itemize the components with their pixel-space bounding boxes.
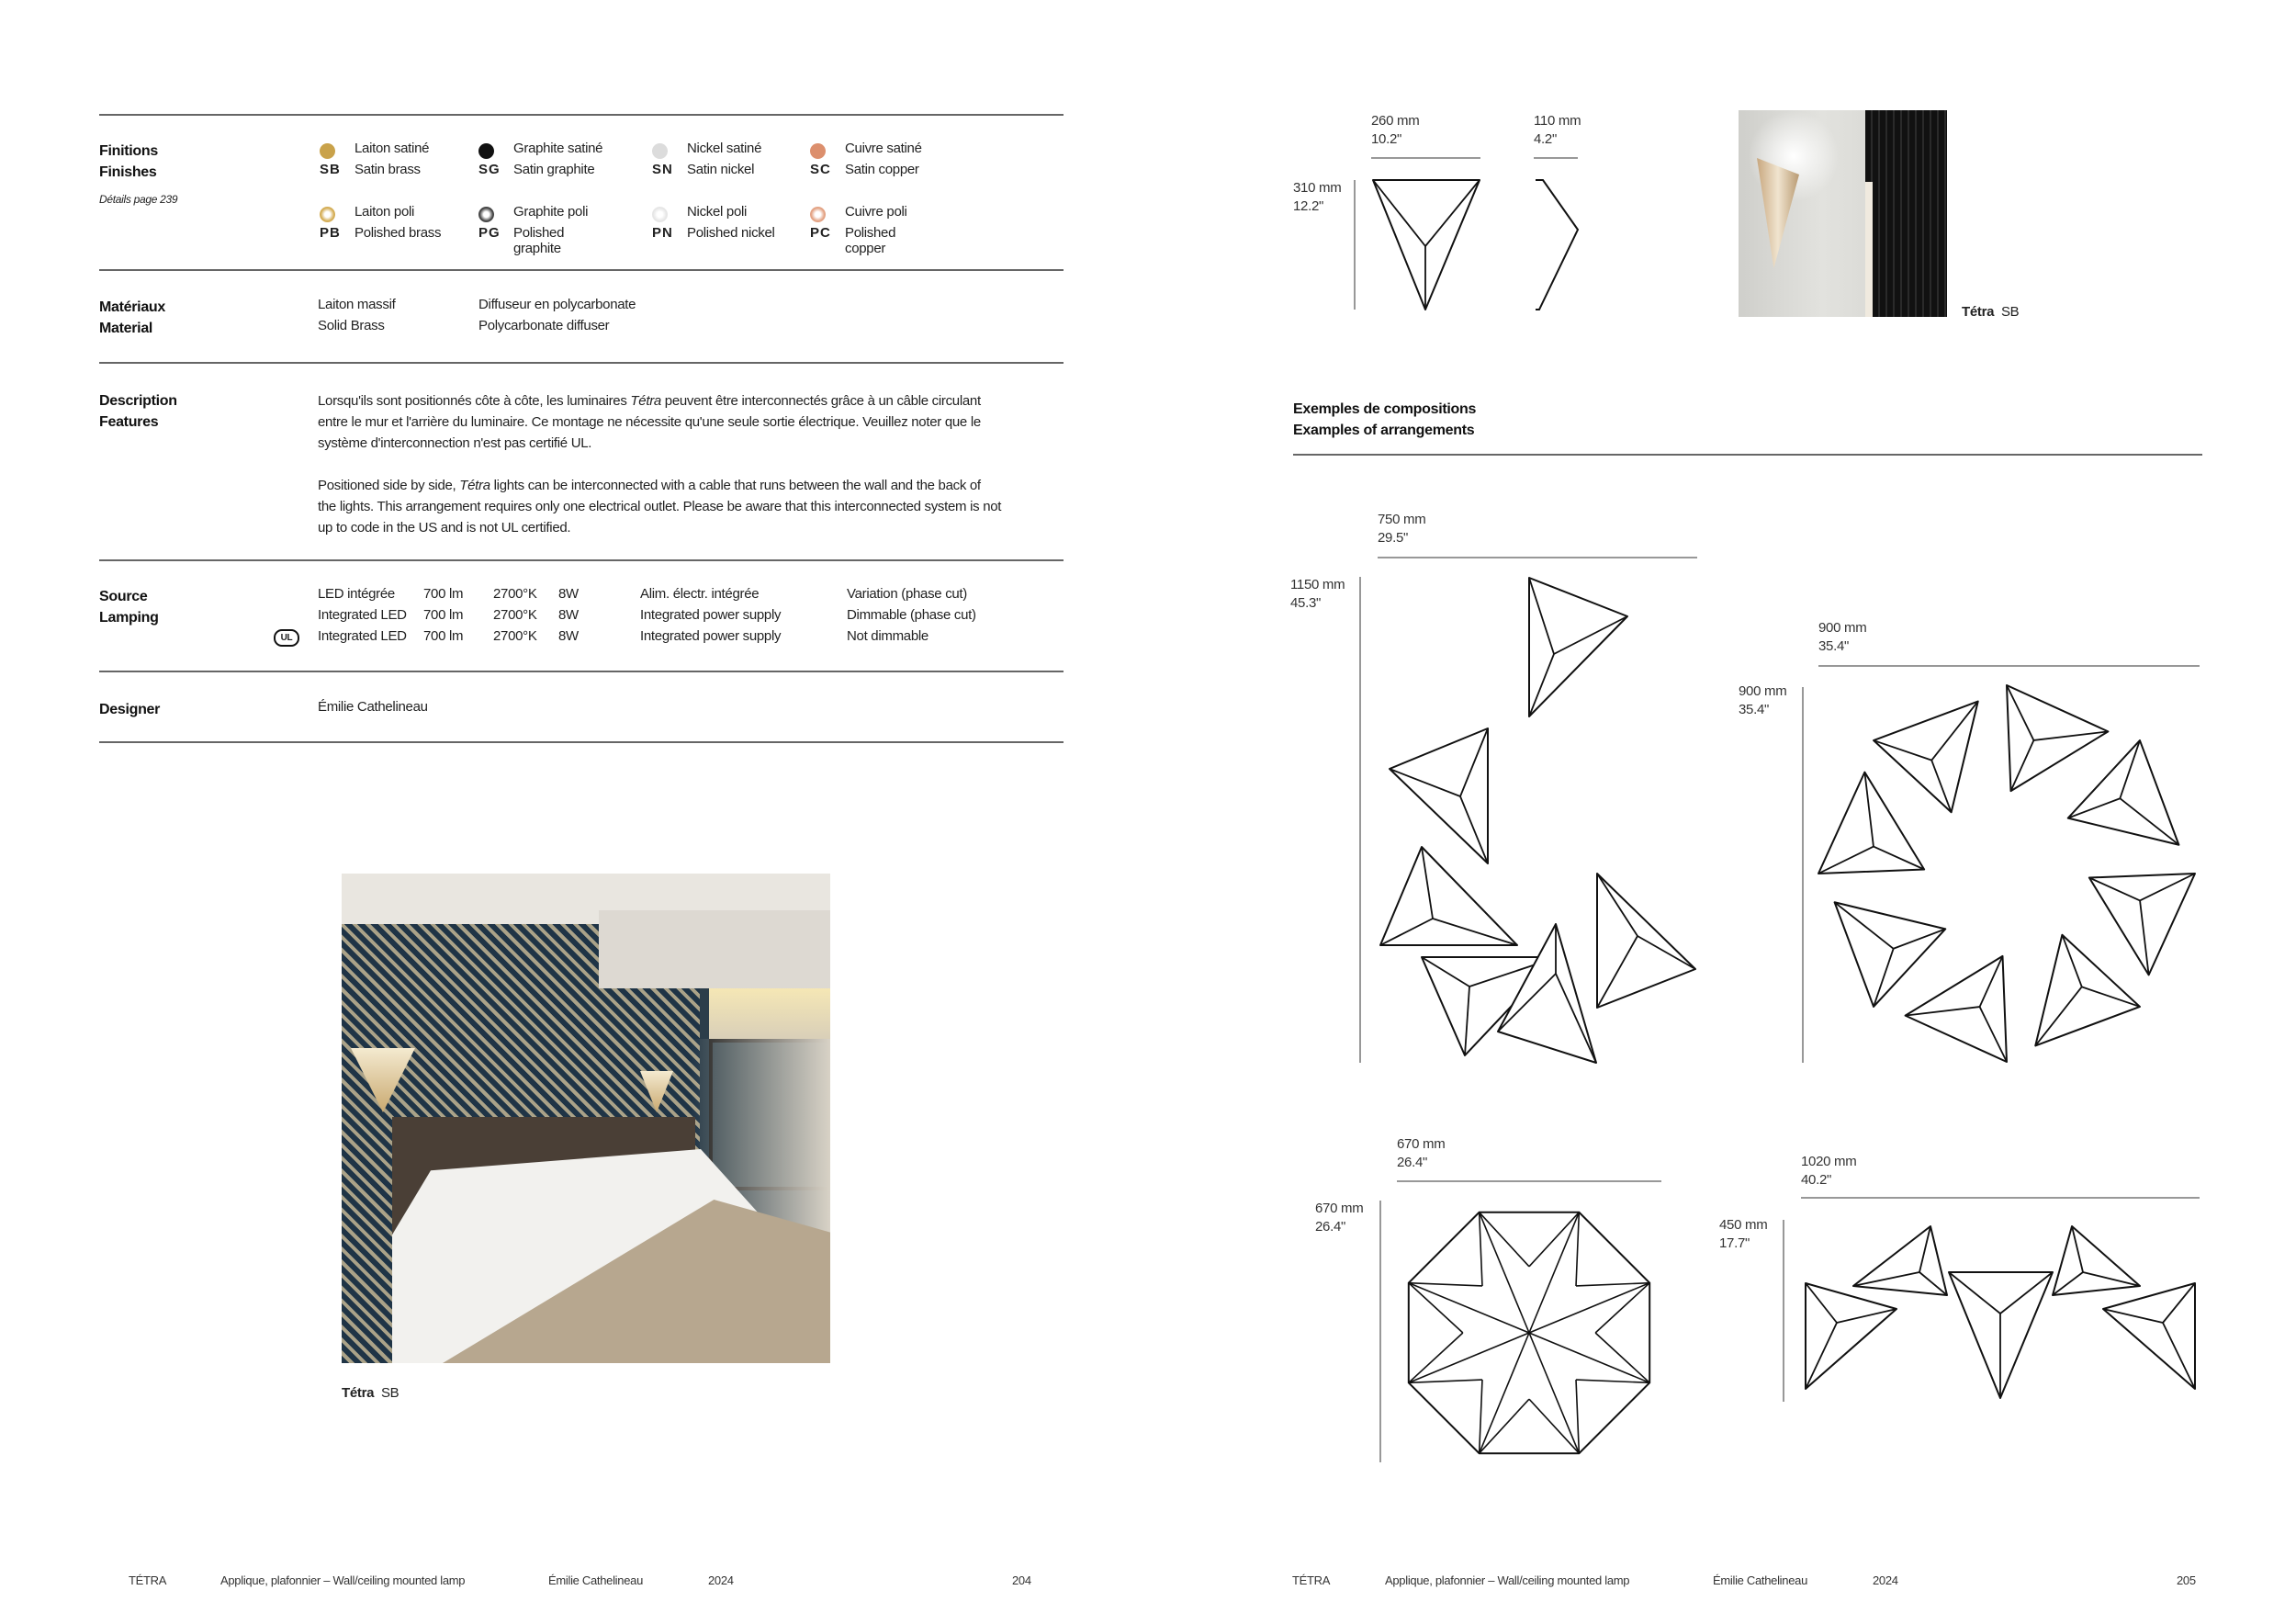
description-en: Positioned side by side, Tétra lights can be interconnected with a cable that runs between the wall and the back of the lights. This arrangement requires only one electrical outlet. Please be aware that this interconnected system is not up to code in the US and is not UL certified. xyxy=(318,478,1002,536)
material-1-en: Solid Brass xyxy=(318,318,385,333)
height-in: 12.2" xyxy=(1293,198,1324,214)
source-label-en: Lamping xyxy=(99,610,159,626)
c4-height-mm: 450 mm xyxy=(1719,1217,1768,1233)
ul-certification-icon: UL xyxy=(274,629,299,647)
c4-height-in: 17.7" xyxy=(1719,1235,1750,1251)
depth-mm: 110 mm xyxy=(1534,113,1581,129)
source-cell: 700 lm xyxy=(423,607,464,623)
source-cell: 8W xyxy=(558,628,579,644)
finish-name-en: Satin copper xyxy=(845,162,919,177)
footer-year: 2024 xyxy=(708,1573,734,1587)
finishes-details-link: Détails page 239 xyxy=(99,193,178,206)
finish-name-fr: Laiton poli xyxy=(355,204,415,220)
finish-code: SG xyxy=(478,162,501,177)
materials-label-en: Material xyxy=(99,321,153,336)
source-cell: Alim. électr. intégrée xyxy=(640,586,760,602)
description-label-fr: Description xyxy=(99,393,177,409)
compositions-title-en: Examples of arrangements xyxy=(1293,423,1475,438)
tetra-lamp-side-view xyxy=(1536,180,1578,310)
page-number: 205 xyxy=(2177,1573,2196,1587)
source-cell: Integrated power supply xyxy=(640,628,782,644)
width-in: 10.2" xyxy=(1371,131,1402,147)
c1-height-in: 45.3" xyxy=(1290,595,1322,611)
description-fr: Lorsqu'ils sont positionnés côte à côte, les luminaires Tétra peuvent être interconnectés grâce à un câble circulant entre le mur et l'arrière du luminaire. Ce montage ne nécessite qu'une seule sortie électrique. Veuillez noter que le système d'interconnection n'est pas certifié UL. xyxy=(318,393,981,451)
footer-year: 2024 xyxy=(1873,1573,1898,1587)
tetra-lamp-outline xyxy=(1874,702,1978,813)
finish-code: PC xyxy=(810,225,831,241)
finish-code: PG xyxy=(478,225,501,241)
finish-name-en: Satin graphite xyxy=(513,162,595,177)
finish-code: SC xyxy=(810,162,831,177)
c4-width-in: 40.2" xyxy=(1801,1172,1832,1188)
tetra-lamp-outline xyxy=(2068,740,2179,845)
source-cell: Integrated LED xyxy=(318,628,407,644)
c1-height-mm: 1150 mm xyxy=(1290,577,1345,592)
depth-in: 4.2" xyxy=(1534,131,1557,147)
footer-product: TÉTRA xyxy=(129,1573,167,1587)
source-cell: Integrated LED xyxy=(318,607,407,623)
footer-type: Applique, plafonnier – Wall/ceiling mounted lamp xyxy=(220,1573,466,1587)
c3-width-mm: 670 mm xyxy=(1397,1136,1446,1152)
finishes-label-en: Finishes xyxy=(99,164,157,180)
page-number: 204 xyxy=(1012,1573,1031,1587)
c3-height-in: 26.4" xyxy=(1315,1219,1346,1235)
source-cell: Variation (phase cut) xyxy=(847,586,967,602)
finish-name-en: Satin brass xyxy=(355,162,421,177)
finish-name-fr: Laiton satiné xyxy=(355,141,430,156)
footer-designer: Émilie Cathelineau xyxy=(1713,1573,1807,1587)
finish-name-fr: Graphite satiné xyxy=(513,141,603,156)
c4-width-mm: 1020 mm xyxy=(1801,1154,1857,1169)
finish-code: PB xyxy=(320,225,341,241)
source-cell: 2700°K xyxy=(493,628,537,644)
source-cell: 2700°K xyxy=(493,607,537,623)
height-mm: 310 mm xyxy=(1293,180,1342,196)
wall-lamp-caption: Tétra SB xyxy=(1962,304,2020,320)
c1-width-mm: 750 mm xyxy=(1378,512,1426,527)
source-cell: Integrated power supply xyxy=(640,607,782,623)
c2-height-mm: 900 mm xyxy=(1739,683,1787,699)
footer-designer: Émilie Cathelineau xyxy=(548,1573,643,1587)
tetra-lamp-outline xyxy=(1835,902,1946,1007)
source-cell: 700 lm xyxy=(423,628,464,644)
finish-name-fr: Nickel satiné xyxy=(687,141,762,156)
source-cell: 700 lm xyxy=(423,586,464,602)
source-cell: 2700°K xyxy=(493,586,537,602)
c2-height-in: 35.4" xyxy=(1739,702,1770,717)
compositions-title-fr: Exemples de compositions xyxy=(1293,401,1477,417)
source-cell: Not dimmable xyxy=(847,628,929,644)
finish-code: SB xyxy=(320,162,341,177)
materials-label-fr: Matériaux xyxy=(99,299,165,315)
finish-name-en: Polished nickel xyxy=(687,225,775,241)
tetra-lamp-outline xyxy=(1529,578,1627,716)
finish-name-fr: Nickel poli xyxy=(687,204,748,220)
description-label-en: Features xyxy=(99,414,159,430)
tetra-lamp-outline xyxy=(1390,728,1488,863)
footer-product: TÉTRA xyxy=(1292,1573,1331,1587)
designer-label: Designer xyxy=(99,702,161,717)
finishes-label-fr: Finitions xyxy=(99,143,158,159)
c3-width-in: 26.4" xyxy=(1397,1155,1428,1170)
tetra-lamp-outline xyxy=(2035,935,2140,1046)
tetra-lamp-outline xyxy=(1380,847,1517,945)
c3-height-mm: 670 mm xyxy=(1315,1201,1364,1216)
c2-width-in: 35.4" xyxy=(1818,638,1850,654)
width-mm: 260 mm xyxy=(1371,113,1420,129)
finish-name-fr: Cuivre satiné xyxy=(845,141,922,156)
material-1-fr: Laiton massif xyxy=(318,297,396,312)
footer-type: Applique, plafonnier – Wall/ceiling mounted lamp xyxy=(1385,1573,1630,1587)
material-2-en: Polycarbonate diffuser xyxy=(478,318,610,333)
bedroom-photo-caption: Tétra SB xyxy=(342,1385,400,1401)
designer-name: Émilie Cathelineau xyxy=(318,699,428,715)
tetra-lamp-outline xyxy=(1853,1226,1947,1295)
finish-name-en: Satin nickel xyxy=(687,162,755,177)
tetra-lamp-outline xyxy=(1806,1283,1896,1389)
material-2-fr: Diffuseur en polycarbonate xyxy=(478,297,636,312)
source-cell: 8W xyxy=(558,586,579,602)
finish-name-fr: Graphite poli xyxy=(513,204,589,220)
c2-width-mm: 900 mm xyxy=(1818,620,1867,636)
finish-name-en: Polished brass xyxy=(355,225,442,241)
finish-name-fr: Cuivre poli xyxy=(845,204,907,220)
finish-name-en: Polished graphite xyxy=(513,225,565,256)
finish-code: SN xyxy=(652,162,673,177)
c1-width-in: 29.5" xyxy=(1378,530,1409,546)
source-cell: 8W xyxy=(558,607,579,623)
source-cell: LED intégrée xyxy=(318,586,395,602)
finish-code: PN xyxy=(652,225,673,241)
source-cell: Dimmable (phase cut) xyxy=(847,607,976,623)
source-label-fr: Source xyxy=(99,589,148,604)
finish-name-en: Polished copper xyxy=(845,225,896,256)
